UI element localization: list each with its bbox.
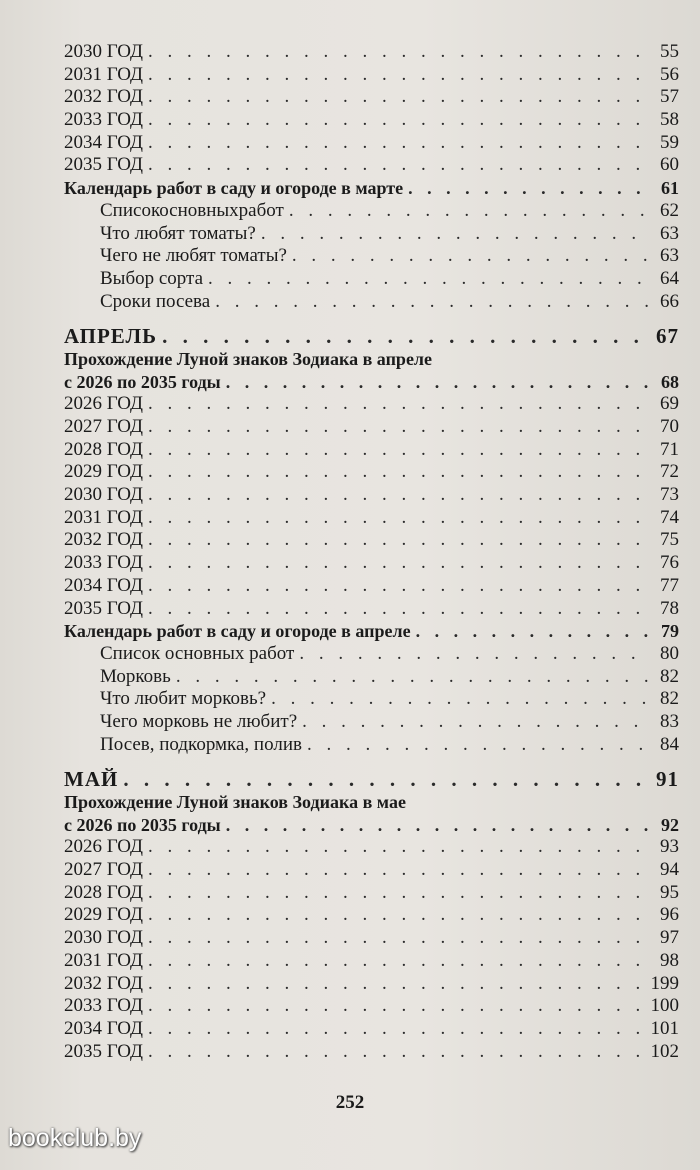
toc-entry-march-calendar: [64, 177, 679, 200]
dot-leader: [148, 1018, 646, 1041]
toc-page-number: 63: [660, 222, 679, 244]
toc-entry-label: с 2026 по 2035 годы: [64, 371, 221, 392]
dot-leader: [148, 154, 648, 177]
dot-leader: [148, 552, 648, 575]
toc-page-number: 92: [661, 814, 679, 835]
toc-page-number: 102: [650, 1040, 679, 1062]
toc-entry-label: Чего морковь не любит?: [100, 710, 298, 732]
page-number: 252: [335, 1092, 365, 1113]
dot-leader: [148, 575, 648, 598]
toc-page-number: 55: [660, 41, 679, 62]
dot-leader: [208, 268, 648, 291]
toc-page-number: 93: [660, 836, 679, 858]
dot-leader: [148, 529, 648, 552]
toc-entry-label: с 2026 по 2035 годы: [64, 814, 221, 835]
toc-entry-may-2035: [64, 1041, 679, 1064]
dot-leader: [148, 950, 648, 973]
dot-leader: [148, 859, 648, 882]
toc-page-number: 61: [661, 178, 679, 199]
toc-page-number: 70: [660, 416, 679, 437]
toc-entry-march-2031: [64, 64, 679, 87]
toc-entry-april-2031: [64, 507, 679, 530]
dot-leader: [148, 132, 648, 155]
toc-page-number: 80: [660, 642, 679, 664]
toc-entry-may-2027: [64, 859, 679, 882]
dot-leader: [176, 666, 648, 689]
dot-leader: [148, 882, 648, 905]
toc-entry-march-2035: [64, 154, 679, 177]
table-of-contents: [64, 41, 679, 1063]
toc-page-number: 95: [660, 881, 679, 903]
toc-entry-label: Посев, подкормка, полив: [100, 733, 302, 755]
section-title: АПРЕЛЬ: [64, 324, 158, 349]
dot-leader: [148, 484, 648, 507]
toc-subentry: [64, 245, 679, 268]
toc-entry-label: 2030 ГОД: [64, 927, 143, 949]
dot-leader: [408, 177, 648, 200]
toc-entry-label: 2035 ГОД: [64, 1040, 143, 1062]
toc-subentry: [64, 734, 679, 757]
toc-entry-label: Чего не любят томаты?: [100, 245, 287, 267]
toc-entry-april-2028: [64, 439, 679, 462]
toc-entry-label: 2035 ГОД: [64, 597, 143, 619]
toc-page-number: 63: [660, 245, 679, 267]
toc-entry-april-2033: [64, 552, 679, 575]
toc-subentry: [64, 666, 679, 689]
dot-leader: [148, 973, 646, 996]
toc-page-number: 66: [660, 290, 679, 312]
toc-page-number: 68: [661, 371, 679, 392]
toc-entry-may-2033: [64, 995, 679, 1018]
toc-entry-label: 2032 ГОД: [64, 86, 143, 108]
toc-entry-april-2035: [64, 598, 679, 621]
toc-page-number: 62: [660, 199, 679, 221]
dot-leader: [148, 109, 648, 132]
toc-entry-label: 2026 ГОД: [64, 393, 143, 415]
dot-leader: [226, 814, 648, 837]
toc-entry-label: 2032 ГОД: [64, 529, 143, 551]
toc-entry-march-2034: [64, 132, 679, 155]
toc-entry-april-2027: [64, 416, 679, 439]
toc-entry-april-2032: [64, 529, 679, 552]
toc-page-number: 97: [660, 927, 679, 949]
toc-page-number: 56: [660, 63, 679, 85]
toc-entry-april-moon-line1: Прохождение Луной знаков Зодиака в апреле: [64, 348, 433, 369]
toc-entry-label: 2031 ГОД: [64, 63, 143, 85]
toc-entry-label: 2034 ГОД: [64, 574, 143, 596]
toc-page-number: 96: [660, 904, 679, 926]
toc-page-number: 59: [660, 131, 679, 153]
toc-entry-may-2026: [64, 836, 679, 859]
dot-leader: [307, 734, 648, 757]
toc-page-number: 60: [660, 154, 679, 176]
dot-leader: [148, 507, 648, 530]
toc-entry-label: 2034 ГОД: [64, 1017, 143, 1039]
toc-entry-label: Списокосновныхработ: [100, 199, 284, 221]
toc-page-number: 75: [660, 529, 679, 551]
toc-entry-may-moon: [64, 814, 679, 837]
watermark: bookclub.by: [8, 1124, 142, 1152]
toc-page-number: 74: [660, 506, 679, 528]
toc-entry-label: 2033 ГОД: [64, 552, 143, 574]
toc-entry-label: Что любят томаты?: [100, 222, 256, 244]
toc-page-number: 101: [650, 1017, 679, 1039]
toc-entry-label: Морковь: [100, 665, 171, 687]
toc-entry-may-2030: [64, 927, 679, 950]
toc-entry-label: 2031 ГОД: [64, 506, 143, 528]
dot-leader: [302, 711, 648, 734]
toc-page-number: 84: [660, 733, 679, 755]
toc-subentry: [64, 643, 679, 666]
toc-entry-april-moon: [64, 371, 679, 394]
toc-page-number: 73: [660, 484, 679, 506]
toc-entry-label: 2029 ГОД: [64, 904, 143, 926]
dot-leader: [148, 836, 648, 859]
toc-entry-label: 2029 ГОД: [64, 461, 143, 483]
dot-leader: [148, 64, 648, 87]
toc-page-number: 57: [660, 86, 679, 108]
toc-subentry: [64, 291, 679, 314]
toc-entry-april-2026: [64, 393, 679, 416]
dot-leader: [416, 620, 648, 643]
dot-leader: [148, 416, 648, 439]
dot-leader: [148, 1041, 646, 1064]
toc-entry-march-2033: [64, 109, 679, 132]
section-title: МАЙ: [64, 767, 119, 792]
toc-entry-label: Выбор сорта: [100, 267, 204, 289]
toc-page-number: 199: [650, 972, 679, 994]
dot-leader: [226, 371, 648, 394]
toc-entry-april-2029: [64, 461, 679, 484]
toc-subentry: [64, 268, 679, 291]
toc-page-number: 64: [660, 267, 679, 289]
toc-entry-may-2028: [64, 882, 679, 905]
toc-subentry: [64, 711, 679, 734]
toc-entry-label: 2028 ГОД: [64, 881, 143, 903]
dot-leader: [215, 291, 648, 314]
dot-leader: [148, 86, 648, 109]
dot-leader: [289, 200, 648, 223]
dot-leader: [148, 995, 646, 1018]
toc-entry-label: 2034 ГОД: [64, 131, 143, 153]
toc-page-number: 58: [660, 109, 679, 131]
toc-page-number: 83: [660, 710, 679, 732]
dot-leader: [148, 439, 648, 462]
toc-entry-may-2032: [64, 973, 679, 996]
dot-leader: [148, 393, 648, 416]
dot-leader: [261, 223, 648, 246]
dot-leader: [292, 245, 648, 268]
dot-leader: [271, 688, 648, 711]
dot-leader: [148, 598, 648, 621]
toc-page-number: 91: [656, 767, 679, 792]
toc-entry-label: 2035 ГОД: [64, 154, 143, 176]
toc-entry-march-2032: [64, 86, 679, 109]
toc-page-number: 77: [660, 574, 679, 596]
toc-entry-label: 2031 ГОД: [64, 949, 143, 971]
dot-leader: [148, 904, 648, 927]
toc-entry-label: 2033 ГОД: [64, 995, 143, 1017]
toc-section-april: [64, 325, 679, 348]
toc-entry-may-2031: [64, 950, 679, 973]
toc-entry-label: Список основных работ: [100, 642, 295, 664]
toc-entry-label: 2027 ГОД: [64, 416, 143, 437]
toc-entry-may-2034: [64, 1018, 679, 1041]
toc-page-number: 82: [660, 665, 679, 687]
toc-entry-label: 2026 ГОД: [64, 836, 143, 858]
toc-page-number: 71: [660, 438, 679, 460]
toc-entry-april-calendar: [64, 620, 679, 643]
toc-subentry: [64, 200, 679, 223]
toc-entry-april-2034: [64, 575, 679, 598]
toc-entry-label: Календарь работ в саду и огороде в марте: [64, 178, 404, 199]
toc-page-number: 72: [660, 461, 679, 483]
toc-subentry: [64, 688, 679, 711]
toc-subentry: [64, 223, 679, 246]
toc-page-number: 94: [660, 859, 679, 881]
toc-page-number: 67: [656, 324, 679, 349]
toc-page-number: 78: [660, 597, 679, 619]
toc-page-number: 98: [660, 949, 679, 971]
dot-leader: [148, 927, 648, 950]
toc-section-may: [64, 768, 679, 791]
toc-entry-april-2030: [64, 484, 679, 507]
toc-entry-label: Сроки посева: [100, 290, 211, 312]
toc-page-number: 82: [660, 688, 679, 710]
toc-entry-label: 2033 ГОД: [64, 109, 143, 131]
toc-entry-march-2030: [64, 41, 679, 64]
toc-entry-label: 2030 ГОД: [64, 41, 143, 62]
toc-entry-may-moon-line1: Прохождение Луной знаков Зодиака в мае: [64, 792, 406, 812]
toc-entry-label: 2028 ГОД: [64, 438, 143, 460]
dot-leader: [148, 461, 648, 484]
toc-entry-may-2029: [64, 904, 679, 927]
toc-entry-label: Что любит морковь?: [100, 688, 267, 710]
toc-page-number: 79: [661, 621, 679, 642]
toc-entry-label: 2030 ГОД: [64, 484, 143, 506]
toc-page-number: 76: [660, 552, 679, 574]
toc-page-number: 100: [650, 995, 679, 1017]
toc-entry-label: 2027 ГОД: [64, 859, 143, 881]
dot-leader: [299, 643, 648, 666]
toc-entry-label: Календарь работ в саду и огороде в апреле: [64, 621, 411, 642]
dot-leader: [148, 41, 648, 64]
toc-entry-label: 2032 ГОД: [64, 972, 143, 994]
toc-page-number: 69: [660, 393, 679, 415]
dot-leader: [123, 768, 648, 791]
dot-leader: [162, 325, 648, 348]
